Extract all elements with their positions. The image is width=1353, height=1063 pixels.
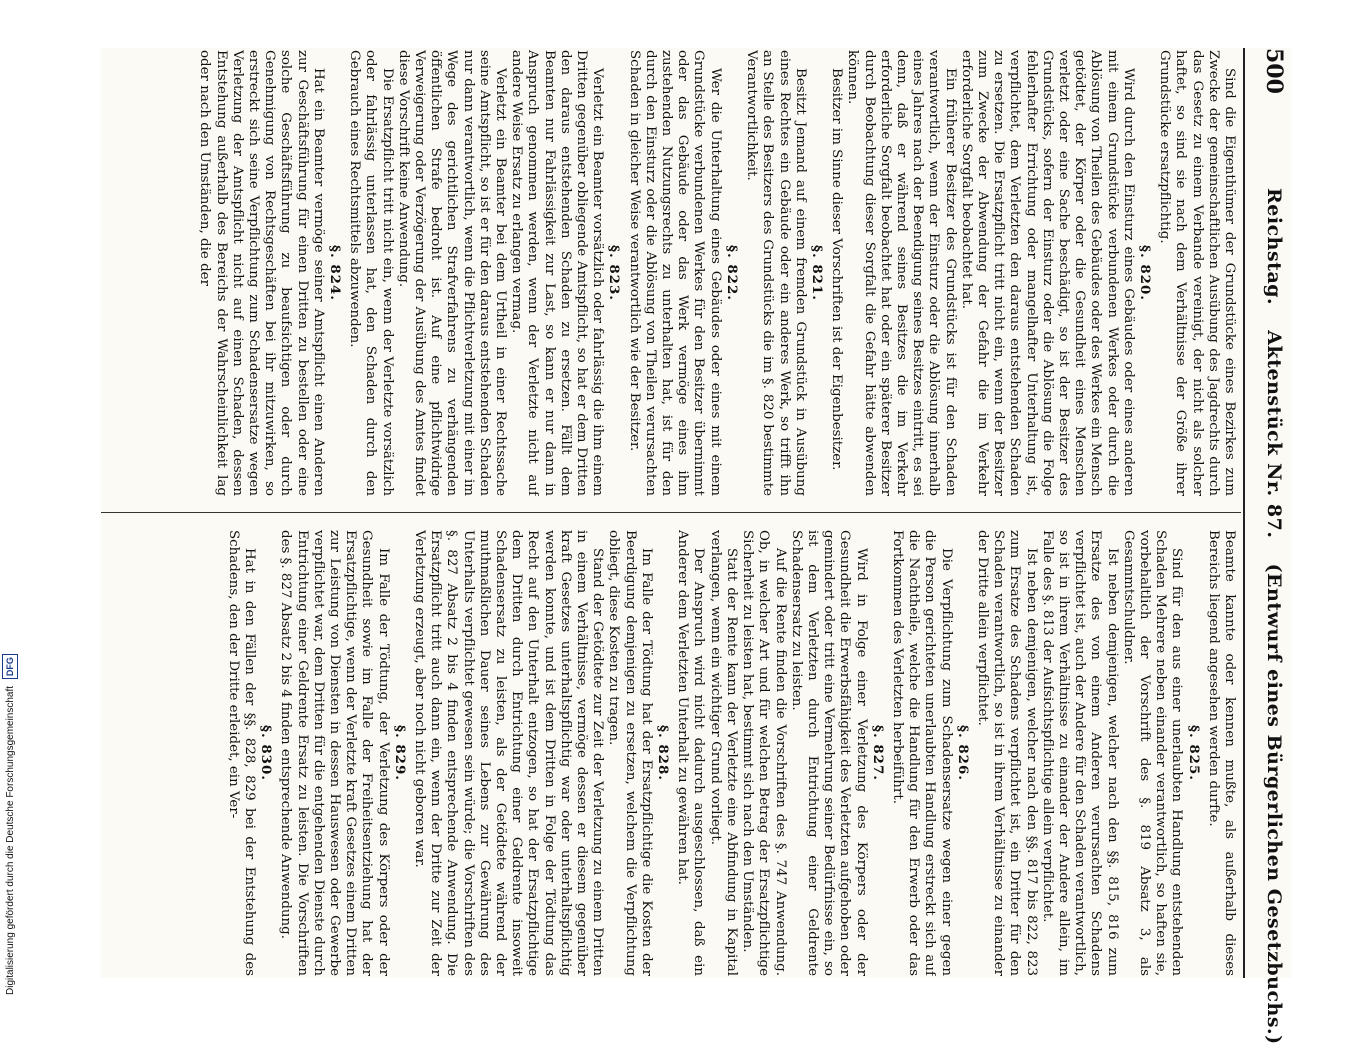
paragraph: Besitzt Jemand auf einem fremden Grundstück in Ausübung eines Rechtes ein Gebäude oder ein anderes Werk, so trifft ihn an Stelle des Besitzers des Grundstücks die im §. 820 bestimmte Verantwortlichkeit.	[744, 50, 808, 496]
paragraph: Besitzer im Sinne dieser Vorschriften ist der Eigenbesitzer.	[829, 68, 845, 471]
section-heading: §. 830.	[258, 725, 275, 781]
section-heading: §. 827.	[869, 725, 886, 781]
page-number: 500	[1261, 48, 1287, 94]
left-column	[107, 50, 1237, 496]
paragraph: Die Verpflichtung zum Schadensersatze wegen einer gegen die Person gerichteten unerlaubten Handlung erstreckt sich auf die Nachtheile, welche die Handlung für den Erwerb oder das Fortkommen des Verletzten herbeiführt.	[889, 530, 954, 976]
paragraph: Verletzt ein Beamter bei dem Urtheil in einer Rechtssache seine Amtspflicht, so ist er für den daraus entstehenden Schaden nur dann verantwortlich, wenn die Pflichtverletzung mit einer im Wege des gerichtlichen Strafverfahrens zu verhängenden öffentlichen Strafe bedroht ist. Auf eine pflichtwidrige Verweigerung oder Verzögerung der Ausübung des Amtes findet diese Vorschrift keine Anwendung.	[395, 50, 509, 496]
paragraph: Sind die Eigenthümer der Grundstücke eines Bezirkes zum Zwecke der gemeinschaftlichen Ausübung des Jagdrechts durch das Gesetz zu einem Verbande vereinigt, der nicht als solcher haftet, so sind sie nach dem Verhältnisse der Größe ihrer Grundstücke ersatzpflichtig.	[1157, 50, 1237, 496]
paragraph: Ist neben demjenigen, welcher nach den §§. 817 bis 822, 823 zum Ersatze des Schadens verpflichtet ist, ein Dritter für den Schaden verantwortlich, so ist in ihrem Verhältnisse zu einander der Dritte allein verpflichtet.	[974, 530, 1039, 976]
dfg-logo: DFG	[2, 654, 18, 679]
paragraph: Der Anspruch wird nicht dadurch ausgeschlossen, daß ein Anderer dem Verletzten Unterhalt zu gewähren hat.	[675, 530, 707, 976]
paragraph: Im Falle der Tödtung, der Verletzung des Körpers oder der Gesundheit sowie im Falle der Freiheitsentziehung hat der Ersatzpflichtige, wenn der Verletzte kraft Gesetzes einem Dritten zur Leistung von Diensten in dessen Hauswesen oder Gewerbe verpflichtet war, dem Dritten für die entgehenden Dienste durch Entrichtung einer Geldrente Ersatz zu leisten. Die Vorschriften des §. 827 Absatz 2 bis 4 finden entsprechende Anwendung.	[278, 530, 391, 976]
paragraph: Auf die Rente finden die Vorschriften des §. 747 Anwendung. Ob, in welcher Art und für welchen Betrag der Ersatzpflichtige Sicherheit zu leisten hat, bestimmt sich nach den Umständen.	[740, 530, 788, 976]
section-heading: §. 823.	[606, 245, 623, 301]
section-heading: §. 826.	[954, 725, 971, 781]
document-title: (Entwurf eines Bürgerlichen Gesetzbuchs.)	[1263, 563, 1285, 1045]
paragraph: Wird durch den Einsturz eines Gebäudes oder eines anderen mit einem Grundstücke verbundenen Werkes oder durch die Ablösung von Theilen des Gebäudes oder des Werkes ein Mensch getödtet, der Körper oder die Gesundheit eines Menschen verletzt oder eine Sache beschädigt, so ist der Besitzer des Grundstücks, sofern der Einsturz oder die Ablösung die Folge fehlerhafter Errichtung oder mangelhafter Unterhaltung ist, verpflichtet, dem Verletzten den daraus entstehenden Schaden zu ersetzen. Die Ersatzpflicht tritt nicht ein, wenn der Besitzer zum Zwecke der Abwendung der Gefahr die im Verkehr erforderliche Sorgfalt beobachtet hat.	[958, 50, 1136, 496]
paragraph: Wer die Unterhaltung eines Gebäudes oder eines mit einem Grundstücke verbundenen Werkes für den Besitzer übernimmt oder das Gebäude oder das Werk vermöge eines ihm zustehenden Nutzungsrechts zu unterhalten hat, ist für den durch den Einsturz oder die Ablösung von Theilen verursachten Schaden in gleicher Weise verantwortlich wie der Besitzer.	[626, 50, 723, 496]
section-heading: §. 828.	[655, 725, 672, 781]
paragraph: Ein früherer Besitzer des Grundstücks ist für den Schaden verantwortlich, wenn der Einsturz oder die Ablösung innerhalb eines Jahres nach der Beendigung seines Besitzes eintritt, es sei denn, daß er während seines Besitzes die im Verkehr erforderliche Sorgfalt beobachtet hat oder ein späterer Besitzer durch Beobachtung dieser Sorgfalt die Gefahr hätte abwenden können.	[845, 50, 958, 496]
paragraph: Im Falle der Tödtung hat der Ersatzpflichtige die Kosten der Beerdigung demjenigen zu ersetzen, welchem die Verpflichtung obliegt, diese Kosten zu tragen.	[606, 530, 654, 976]
paragraph: Statt der Rente kann der Verletzte eine Abfindung in Kapital verlangen, wenn ein wichtiger Grund vorliegt.	[707, 530, 739, 976]
paragraph: Stand der Getödtete zur Zeit der Verletzung zu einem Dritten in einem Verhältnisse, vermöge dessen er diesem gegenüber kraft Gesetzes unterhaltspflichtig war oder unterhaltspflichtig werden konnte, und ist dem Dritten in Folge der Tödtung das Recht auf den Unterhalt entzogen, so hat der Ersatzpflichtige dem Dritten durch Entrichtung einer Geldrente insoweit Schadensersatz zu leisten, als der Getödtete während der muthmaßlichen Dauer seines Lebens zur Gewährung des Unterhalts verpflichtet gewesen sein würde; die Vorschriften des §. 827 Absatz 2 bis 4 finden entsprechende Anwendung. Die Ersatzpflicht tritt auch dann ein, wenn der Dritte zur Zeit der Verletzung erzeugt, aber noch nicht geboren war.	[412, 530, 606, 976]
paragraph: Sind für den aus einer unerlaubten Handlung entstehenden Schaden Mehrere neben einander verantwortlich, so haften sie, vorbehaltlich der Vorschrift des §. 819 Absatz 3, als Gesammtschuldner.	[1120, 530, 1185, 976]
paragraph: Verletzt ein Beamter vorsätzlich oder fahrlässig die ihm einem Dritten gegenüber obliegende Amtspflicht, so hat er dem Dritten den daraus entstehenden Schaden zu ersetzen. Fällt dem Beamten nur Fahrlässigkeit zur Last, so kann er nur dann in Anspruch genommen werden, wenn der Verletzte nicht auf andere Weise Ersatz zu erlangen vermag.	[509, 50, 606, 496]
column-divider	[101, 512, 1241, 513]
section-heading: §. 824.	[327, 245, 344, 301]
paragraph: Beamte kannte oder kennen mußte, als außerhalb dieses Bereichs liegend angesehen werden durfte.	[1205, 530, 1237, 976]
chamber-label: Reichstag.	[1263, 188, 1285, 306]
paragraph: Hat ein Beamter vermöge seiner Amtspflicht einen Anderen zur Geschäftsführung für einen Dritten zu bestellen oder eine solche Geschäftsführung zu beaufsichtigen oder durch Genehmigung von Rechtsgeschäften bei ihr mitzuwirken, so erstreckt sich seine Verpflichtung zum Schadensersatze wegen Verletzung der Amtspflicht nicht auf einen Schaden, dessen Entstehung außerhalb des Bereichs der Wahrscheinlichkeit lag oder nach den Umständen, die der	[197, 50, 326, 496]
section-heading: §. 825.	[1185, 725, 1202, 781]
paragraph: Hat in den Fällen der §§. 828, 829 bei der Entstehung des Schadens, den der Dritte erleidet, ein Ver-	[225, 530, 258, 976]
header-rule	[1243, 48, 1245, 978]
funding-credit: Digitalisierung gefördert durch die Deutsche Forschungsgemeinschaft	[5, 685, 16, 995]
section-heading: §. 822.	[723, 245, 740, 301]
section-heading: §. 829.	[391, 725, 408, 781]
page-header	[1247, 48, 1287, 1045]
running-title	[1263, 188, 1285, 1045]
right-column	[107, 530, 1237, 976]
document-label: Aktenstück Nr. 87.	[1263, 330, 1285, 539]
paragraph: Ist neben demjenigen, welcher nach den §§. 815, 816 zum Ersatze des von einem Anderen verursachten Schadens verpflichtet ist, auch der Andere für den Schaden verantwortlich, so ist in ihrem Verhältnisse zu einander der Andere allein, im Falle des §. 813 der Aufsichtspflichtige allein verpflichtet.	[1039, 530, 1120, 976]
section-heading: §. 821.	[808, 245, 825, 301]
section-heading: §. 820.	[1136, 245, 1153, 301]
digitization-footer	[2, 605, 16, 995]
paragraph: Die Ersatzpflicht tritt nicht ein, wenn der Verletzte vorsätzlich oder fahrlässig unterlassen hat, den Schaden durch den Gebrauch eines Rechtsmittels abzuwenden.	[347, 50, 395, 496]
paragraph: Wird in Folge einer Verletzung des Körpers oder der Gesundheit die Erwerbsfähigkeit des Verletzten aufgehoben oder gemindert oder tritt eine Vermehrung seiner Bedürfnisse ein, so ist dem Verletzten durch Entrichtung einer Geldrente Schadensersatz zu leisten.	[788, 530, 869, 976]
